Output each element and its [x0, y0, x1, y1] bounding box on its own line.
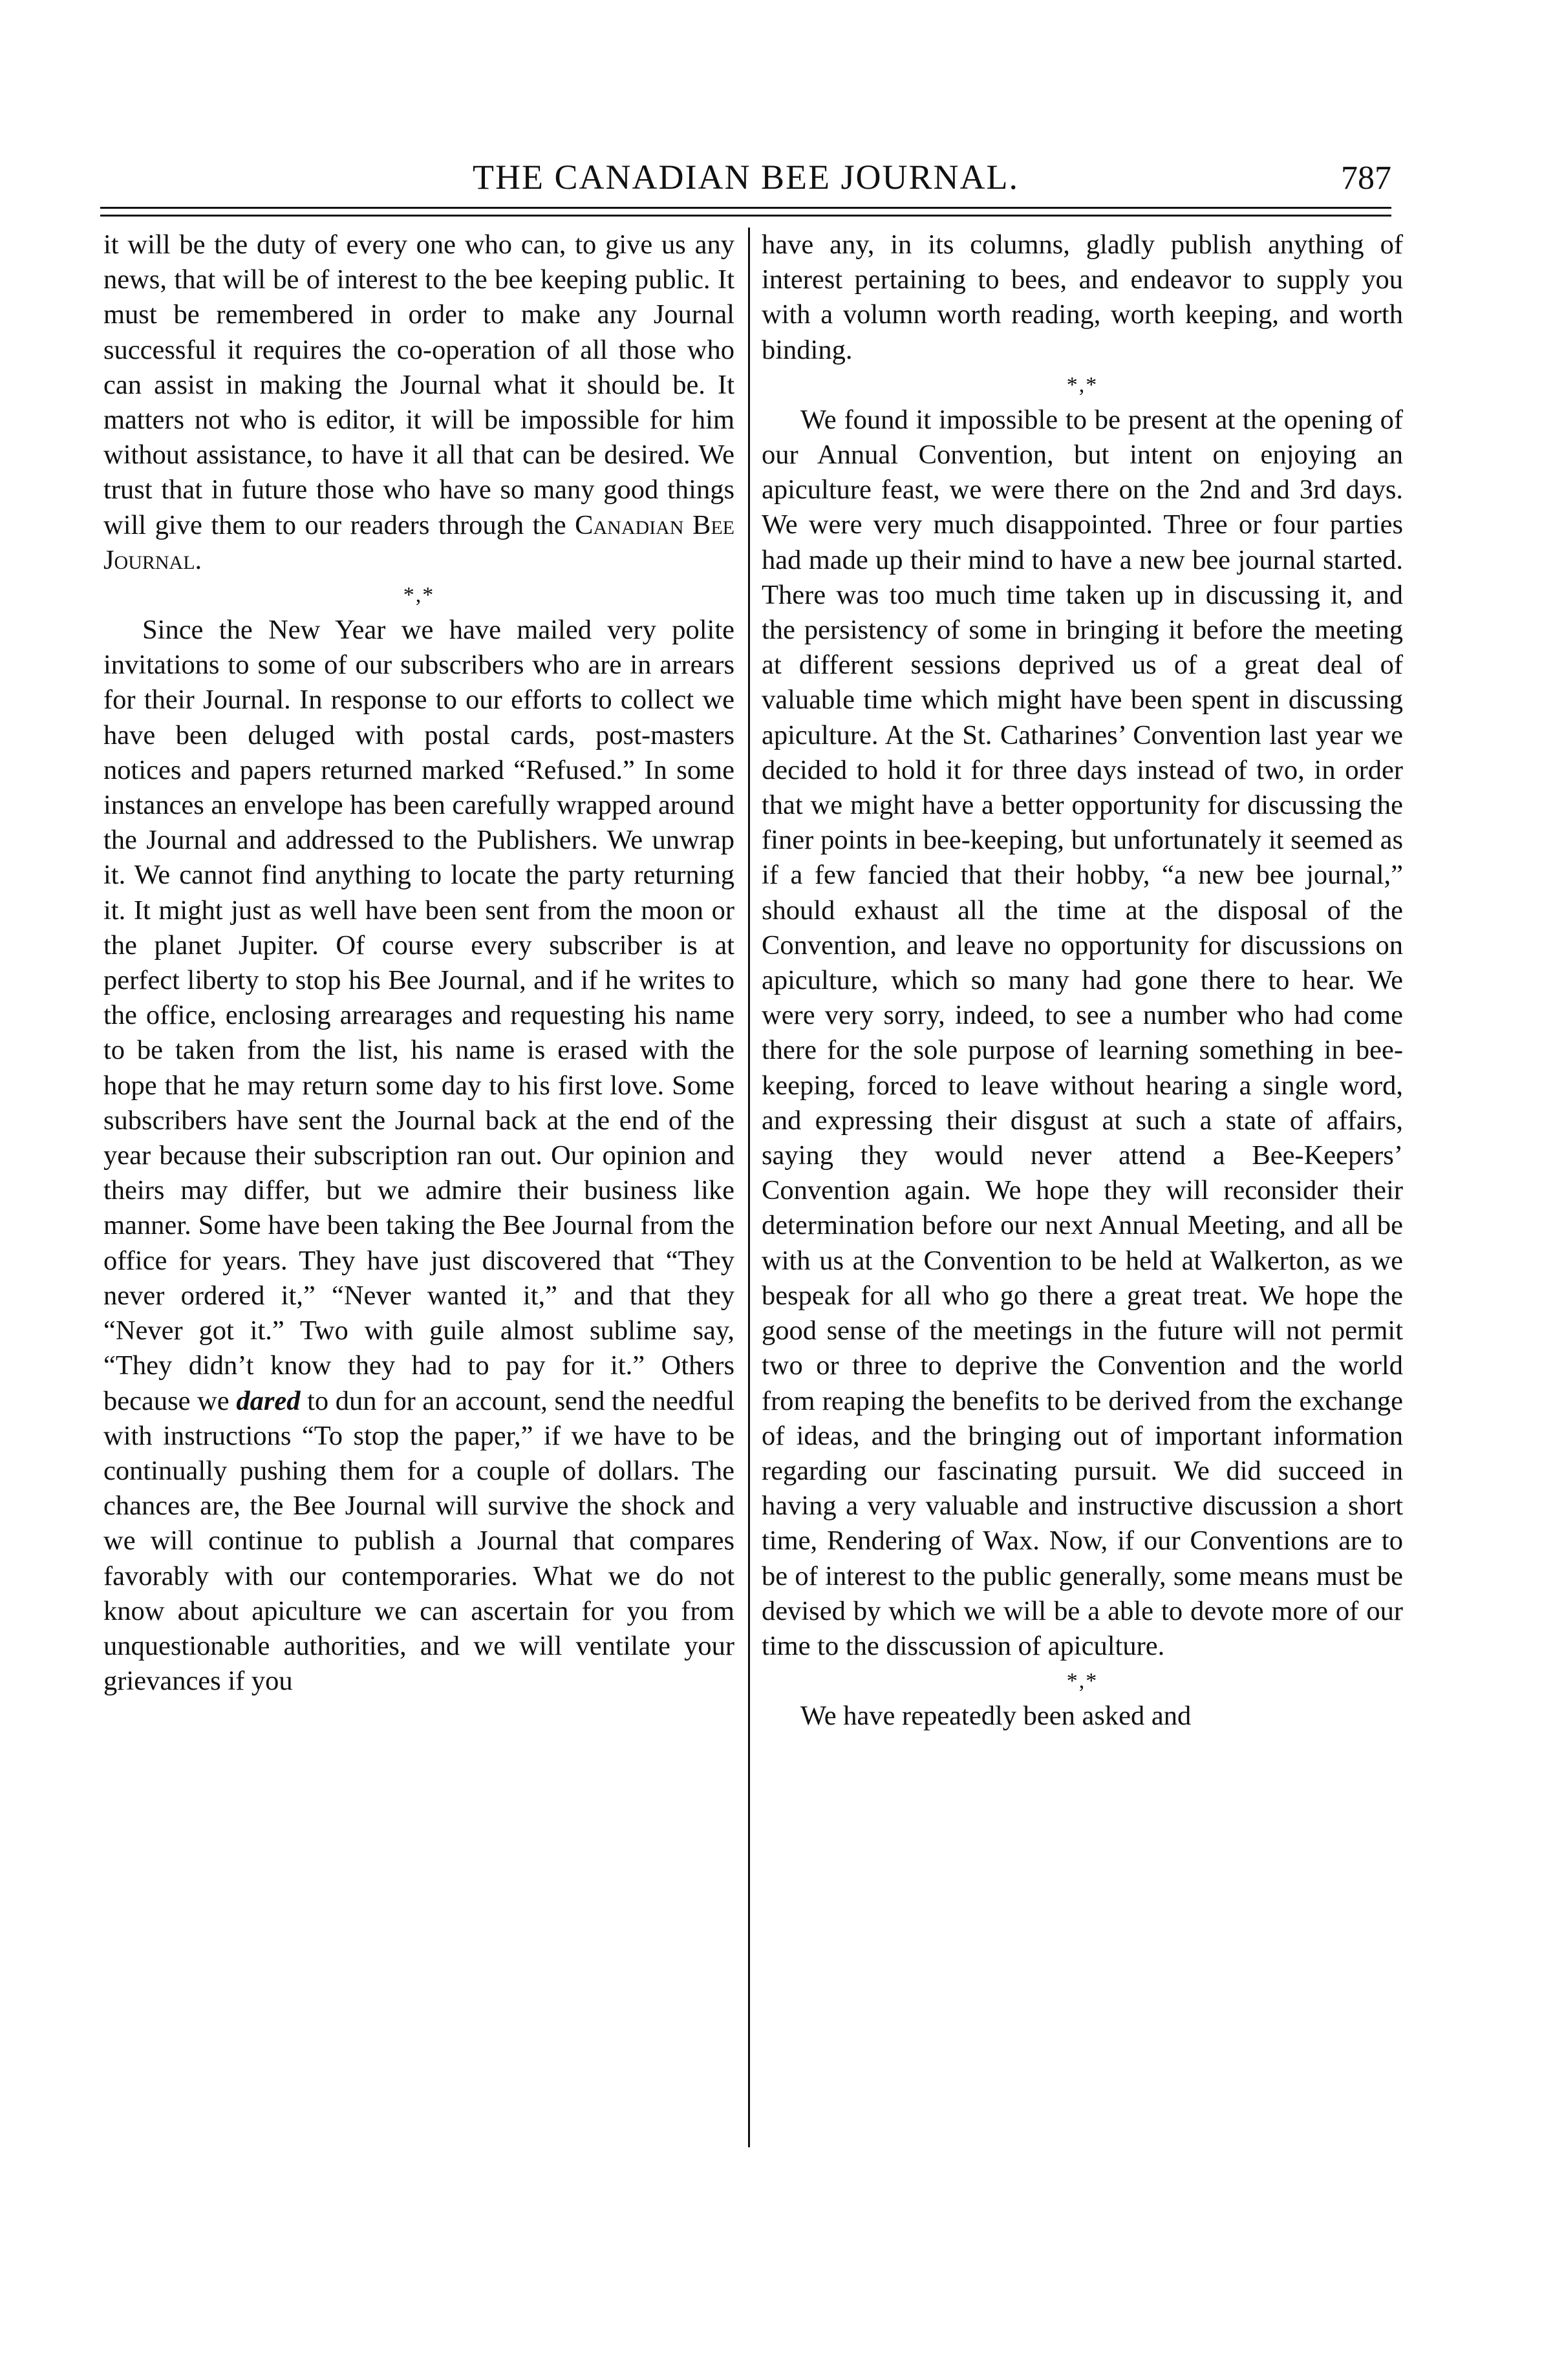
left-paragraph-2-text-b: to dun for an account, send the needful with instructions “To stop the paper,” if we have to be continually pushing them for a couple of dollars. The chances are, the Bee Journal will survive the shock and we will continue to publish a Journal that compares favorably with our contemporaries. What we do not know about apiculture we can ascertain for you from unquestionable authorities, and we will ventilate your grievances if you — [103, 1385, 735, 1697]
left-paragraph-1: it will be the duty of every one who can, to give us any news, that will be of interest to the bee keeping public. It must be remembered in order to make any Journal successful it requires the co-operation of all those who can assist in making the Journal what it should be. It matters not who is editor, it will be impossible for him without assistance, to have it all that can be desired. We trust that in future those who have so many good things will give them to our readers through the Canadian Bee Journal. — [103, 229, 735, 575]
left-column — [103, 228, 734, 2193]
left-paragraph-2 — [103, 613, 734, 1699]
section-separator: *,* — [403, 583, 435, 608]
right-column — [762, 228, 1403, 2193]
left-paragraph-1-text: it will be the duty of every one who can, to give us any news, that will be of interest to the bee keeping public. It must be remembered in order to make any Journal successful it requires the co-operation of all those who can assist in making the Journal what it should be. It matters not who is editor, it will be impossible for him without assistance, to have it all that can be desired. We trust that in future those who have so many good things will give them to our readers through the — [103, 229, 734, 540]
page-header — [100, 139, 1391, 197]
right-paragraph-2: We found it impossible to be present at the opening of our Annual Convention, but intent on enjoying an apiculture feast, we were there on the 2nd and 3rd days. We were very much disappointed. Three or four parties had made up their mind to have a new bee journal started. There was too much time taken up in discussing it, and the persistency of some in bringing it before the meeting at different sessions deprived us of a great deal of valuable time which might have been spent in discussing apiculture. At the St. Catharines’ Convention last year we decided to hold it for three days instead of two, in order that we might have a better opportunity for discussing the finer points in bee-keeping, but unfortunately it seemed as if a few fancied that their hobby, “a new bee journal,” should exhaust all the time at the disposal of the Convention, and leave no opportunity for discussions on apiculture, which so many had gone there to hear. We were very sorry, indeed, to see a number who had come there for the sole purpose of learning something in bee-keeping, forced to leave without hearing a single word, and expressing their disgust at such a state of affairs, saying they would never attend a Bee-Keepers’ Convention again. We hope they will reconsider their determination before our next Annual Meeting, and all be with us at the Convention to be held at Walkerton, as we bespeak for all who go there a great treat. We hope the good sense of the meetings in the future will not permit two or three to deprive the Convention and the world from reaping the benefits to be derived from the exchange of ideas, and the bringing out of important information regarding our fascinating pursuit. We did succeed in having a very valuable and instructive discussion a short time, Rendering of Wax. Now, if our Conventions are to be of interest to the public generally, some means must be devised by which we will be a able to devote more of our time to the disscussion of apiculture. — [762, 404, 1403, 1661]
journal-title: THE CANADIAN BEE JOURNAL. — [473, 158, 1019, 197]
header-rule-top — [100, 207, 1391, 209]
emphasized-word: dared — [236, 1385, 301, 1416]
section-separator: *,* — [1066, 372, 1098, 397]
section-separator: *,* — [1066, 1669, 1098, 1694]
column-divider — [748, 228, 750, 2147]
left-paragraph-2-text-a: Since the New Year we have mailed very polite invitations to some of our subscribers who are in arrears for their Journal. In response to our efforts to collect we have been deluged with postal cards, post-masters notices and papers returned marked “Refused.” In some instances an envelope has been carefully wrapped around the Journal and addressed to the Publishers. We unwrap it. We cannot find anything to locate the party returning it. It might just as well have been sent from the moon or the planet Jupiter. Of course every subscriber is at perfect liberty to stop his Bee Journal, and if he writes to the office, enclosing arrearages and requesting his name to be taken from the list, his name is erased with the hope that he may return some day to his first love. Some subscribers have sent the Journal back at the end of the year because their subscription ran out. Our opinion and theirs may differ, but we admire their business like manner. Some have been taking the Bee Journal from the office for years. They have just discovered that “They never ordered it,” “Never wanted it,” and that they “Never got it.” Two with guile almost sublime say, “They didn’t know they had to pay for it.” Others because we — [103, 615, 734, 1416]
page-number: 787 — [1341, 160, 1391, 197]
right-paragraph-3: We have repeatedly been asked and — [800, 1701, 1192, 1732]
header-rule-bottom — [100, 215, 1391, 217]
right-paragraph-1: have any, in its columns, gladly publish anything of interest pertaining to bees, and endeavor to supply you with a volumn worth reading, worth keeping, and worth binding. — [762, 229, 1403, 365]
journal-name-smallcaps: Canadian Bee Journal — [103, 509, 735, 575]
